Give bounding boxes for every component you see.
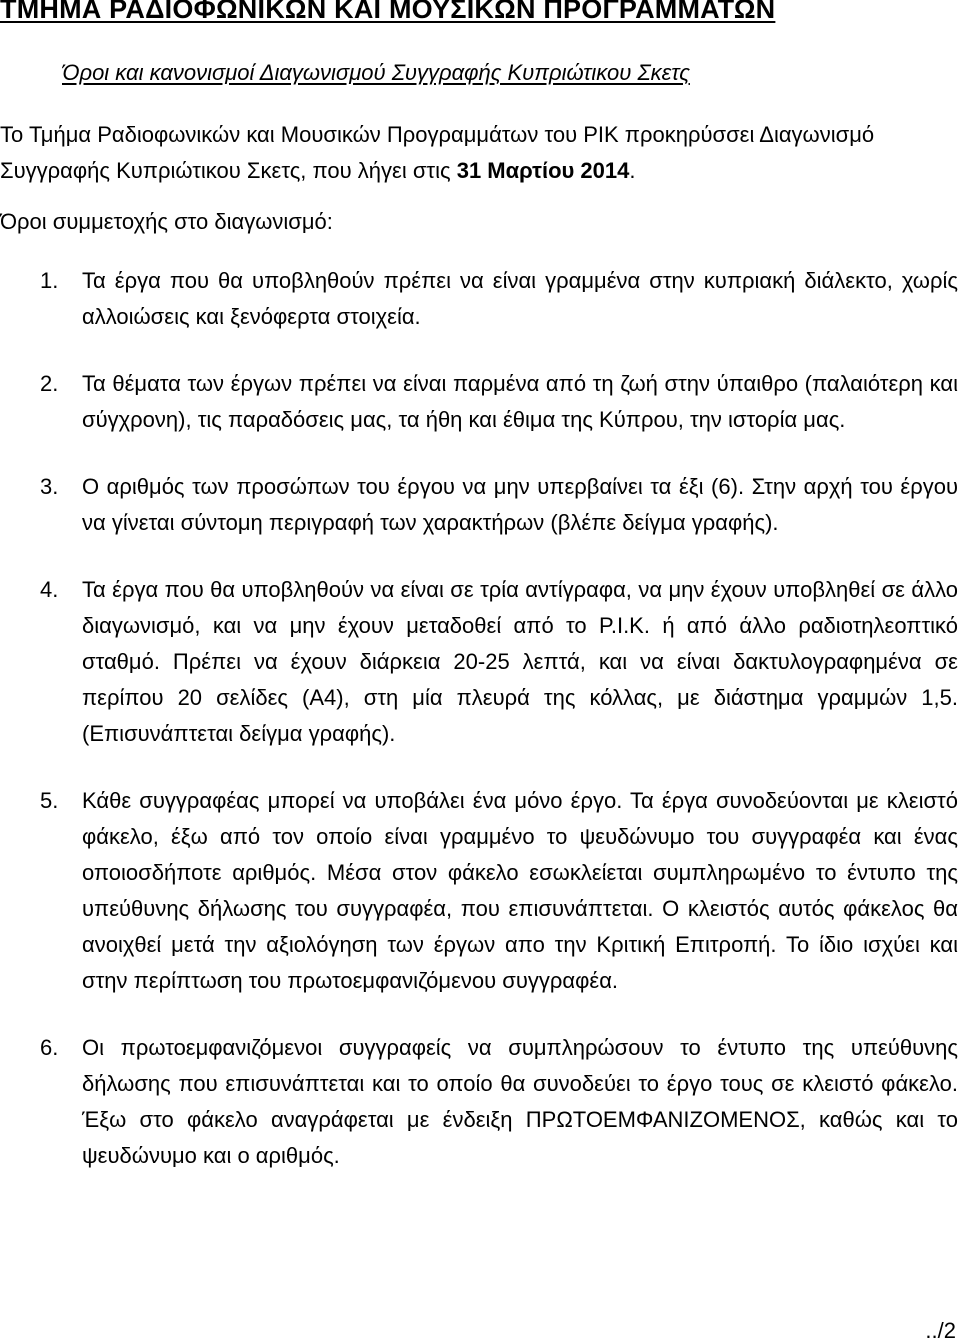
- term-item-2: [0, 366, 958, 438]
- terms-list: [0, 263, 958, 1205]
- term-number: 1.: [40, 268, 59, 293]
- term-item-4: [0, 572, 958, 752]
- term-text: Τα έργα που θα υποβληθούν πρέπει να είναι γραμμένα στην κυπριακή διάλεκτο, χωρίς αλλοιώσεις και ξενόφερτα στοιχεία.: [82, 268, 958, 329]
- terms-heading: Όροι συμμετοχής στο διαγωνισμό:: [0, 209, 333, 234]
- intro-text-after-date: .: [629, 158, 636, 183]
- page-continuation-marker: ../2: [925, 1318, 956, 1343]
- term-number: 3.: [40, 474, 59, 499]
- term-number: 4.: [40, 577, 59, 602]
- term-number: 6.: [40, 1035, 59, 1060]
- term-item-3: [0, 469, 958, 541]
- term-text: Κάθε συγγραφέας μπορεί να υποβάλει ένα μόνο έργο. Τα έργα συνοδεύονται με κλειστό φάκελο, έξω από τον οποίο είναι γραμμένο το ψευδώνυμο του συγγραφέα και ένας οποιοσδήποτε αριθμός. Μέσα στον φάκελο εσωκλείεται συμπληρωμένο το έντυπο της υπεύθυνης δήλωσης του συγγραφέα, που επισυνάπτεται. Ο κλειστός αυτός φάκελος θα ανοιχθεί μετά την αξιολόγηση των έργων απο την Κριτική Επιτροπή. Το ίδιο ισχύει και στην περίπτωση του πρωτοεμφανιζόμενου συγγραφέα.: [82, 788, 958, 993]
- term-text: Τα θέματα των έργων πρέπει να είναι παρμένα από τη ζωή στην ύπαιθρο (παλαιότερη και σύγχρονη), τις παραδόσεις μας, τα ήθη και έθιμα της Κύπρου, την ιστορία μας.: [82, 371, 958, 432]
- term-number: 5.: [40, 788, 59, 813]
- department-title: ΤΜΗΜΑ ΡΑΔΙΟΦΩΝΙΚΩΝ ΚΑΙ ΜΟΥΣΙΚΩΝ ΠΡΟΓΡΑΜΜΑΤΩΝ: [0, 0, 776, 24]
- term-text: Τα έργα που θα υποβληθούν να είναι σε τρία αντίγραφα, να μην έχουν υποβληθεί σε άλλο διαγωνισμό, και να μην έχουν μεταδοθεί από το Ρ.Ι.Κ. ή από άλλο ραδιοτηλεοπτικό σταθμό. Πρέπει να έχουν διάρκεια 20-25 λεπτά, και να είναι δακτυλογραφημένα σε περίπου 20 σελίδες (Α4), στη μία πλευρά της κόλλας, με διάστημα γραμμών 1,5. (Επισυνάπτεται δείγμα γραφής).: [82, 577, 958, 746]
- deadline-date: 31 Μαρτίου 2014: [456, 158, 630, 183]
- term-item-6: [0, 1030, 958, 1174]
- term-text: Ο αριθμός των προσώπων του έργου να μην υπερβαίνει τα έξι (6). Στην αρχή του έργου να γίνεται σύντομη περιγραφή των χαρακτήρων (βλέπε δείγμα γραφής).: [82, 474, 958, 535]
- intro-paragraph: [0, 117, 958, 189]
- term-item-1: [0, 263, 958, 335]
- document-subtitle: Όροι και κανονισμοί Διαγωνισμού Συγγραφής Κυπριώτικου Σκετς: [62, 60, 690, 85]
- term-text: Οι πρωτοεμφανιζόμενοι συγγραφείς να συμπληρώσουν το έντυπο της υπεύθυνης δήλωσης που επισυνάπτεται και το οποίο θα συνοδεύει το έργο τους σε κλειστό φάκελο. Έξω στο φάκελο αναγράφεται με ένδειξη ΠΡΩΤΟΕΜΦΑΝΙΖΟΜΕΝΟΣ, καθώς και το ψευδώνυμο και ο αριθμός.: [82, 1035, 958, 1168]
- intro-text-before-date: Το Τμήμα Ραδιοφωνικών και Μουσικών Προγραμμάτων του ΡΙΚ προκηρύσσει Διαγωνισμό Συγγραφής Κυπριώτικου Σκετς, που λήγει στις: [0, 122, 875, 183]
- term-number: 2.: [40, 371, 59, 396]
- term-item-5: [0, 783, 958, 999]
